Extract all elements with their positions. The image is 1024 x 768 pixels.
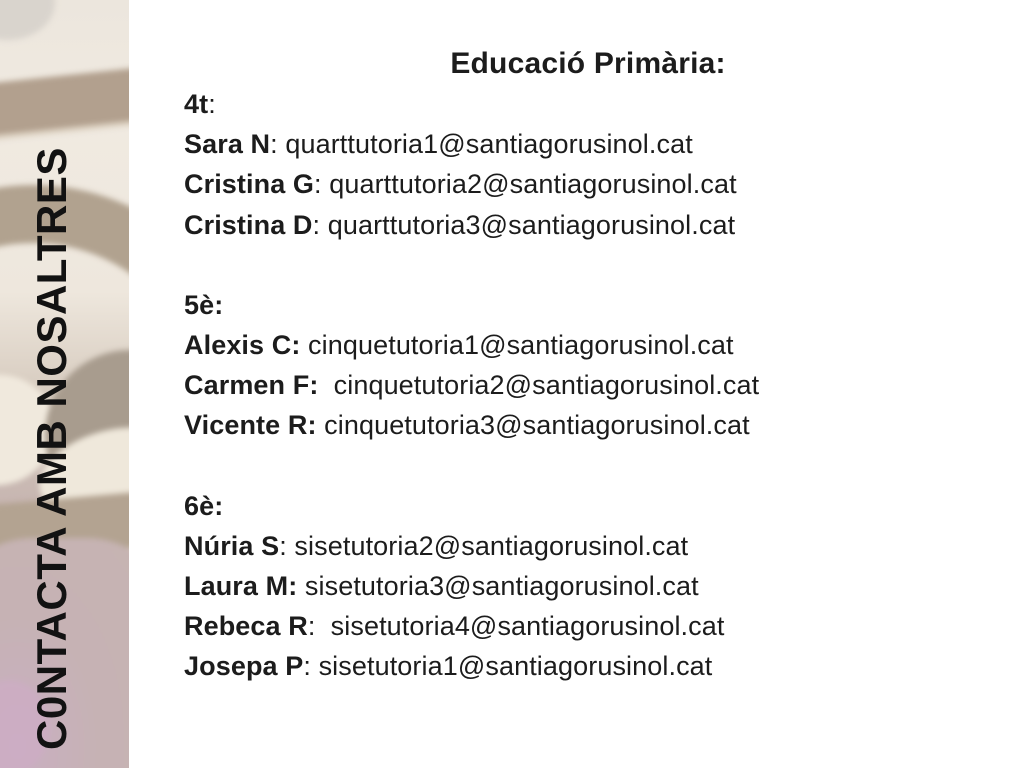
contact-email-text: : sisetutoria4@santiagorusinol.cat	[307, 611, 725, 642]
sidebar-photo-strip	[0, 0, 129, 768]
contact-name: Vicente R:	[184, 410, 317, 441]
contact-name: Sara N	[184, 129, 271, 160]
section-4t	[184, 84, 992, 245]
grade-heading	[184, 486, 992, 526]
grade-heading	[184, 285, 992, 325]
section-6e	[184, 486, 992, 687]
contact-email-text: : quarttutoria1@santiagorusinol.cat	[270, 129, 693, 160]
contact-email-text: : quarttutoria2@santiagorusinol.cat	[314, 169, 737, 200]
contact-email-text: cinquetutoria1@santiagorusinol.cat	[300, 330, 734, 361]
contact-email-text: : sisetutoria2@santiagorusinol.cat	[279, 530, 689, 561]
grade-heading	[184, 84, 992, 124]
contact-name: Cristina G	[184, 169, 315, 200]
contact-row	[184, 646, 992, 686]
contact-name: Núria S	[184, 530, 280, 561]
contact-row	[184, 526, 992, 566]
contact-name: Cristina D	[184, 209, 313, 240]
grade-label-suffix: :	[208, 89, 216, 119]
sidebar-vertical-title: C0NTACTA AMB NOSALTRES	[28, 147, 75, 750]
contact-row	[184, 325, 992, 365]
contact-name: Rebeca R	[184, 611, 308, 642]
contact-email-text: : quarttutoria3@santiagorusinol.cat	[312, 209, 736, 240]
contact-name: Laura M:	[184, 571, 298, 602]
section-5e	[184, 285, 992, 446]
grade-label: 6è:	[184, 490, 224, 521]
contact-row	[184, 365, 992, 405]
contact-row	[184, 405, 992, 445]
contact-row	[184, 205, 992, 245]
contact-row	[184, 566, 992, 606]
sections-list	[184, 84, 992, 687]
contact-row	[184, 606, 992, 646]
contact-name: Alexis C:	[184, 330, 301, 361]
contact-name: Josepa P	[184, 651, 304, 682]
photo-corner-shadow	[0, 0, 55, 40]
contact-email-text: sisetutoria3@santiagorusinol.cat	[297, 571, 699, 602]
grade-label: 5è:	[184, 289, 224, 320]
grade-label: 4t	[184, 89, 209, 119]
contact-row	[184, 164, 992, 204]
contact-row	[184, 124, 992, 164]
contact-name: Carmen F:	[184, 370, 319, 401]
page-title: Educació Primària:	[450, 47, 726, 80]
contact-email-text: cinquetutoria2@santiagorusinol.cat	[318, 370, 760, 401]
contact-list	[184, 44, 992, 687]
contact-email-text: cinquetutoria3@santiagorusinol.cat	[316, 410, 750, 441]
contact-email-text: : sisetutoria1@santiagorusinol.cat	[303, 651, 713, 682]
